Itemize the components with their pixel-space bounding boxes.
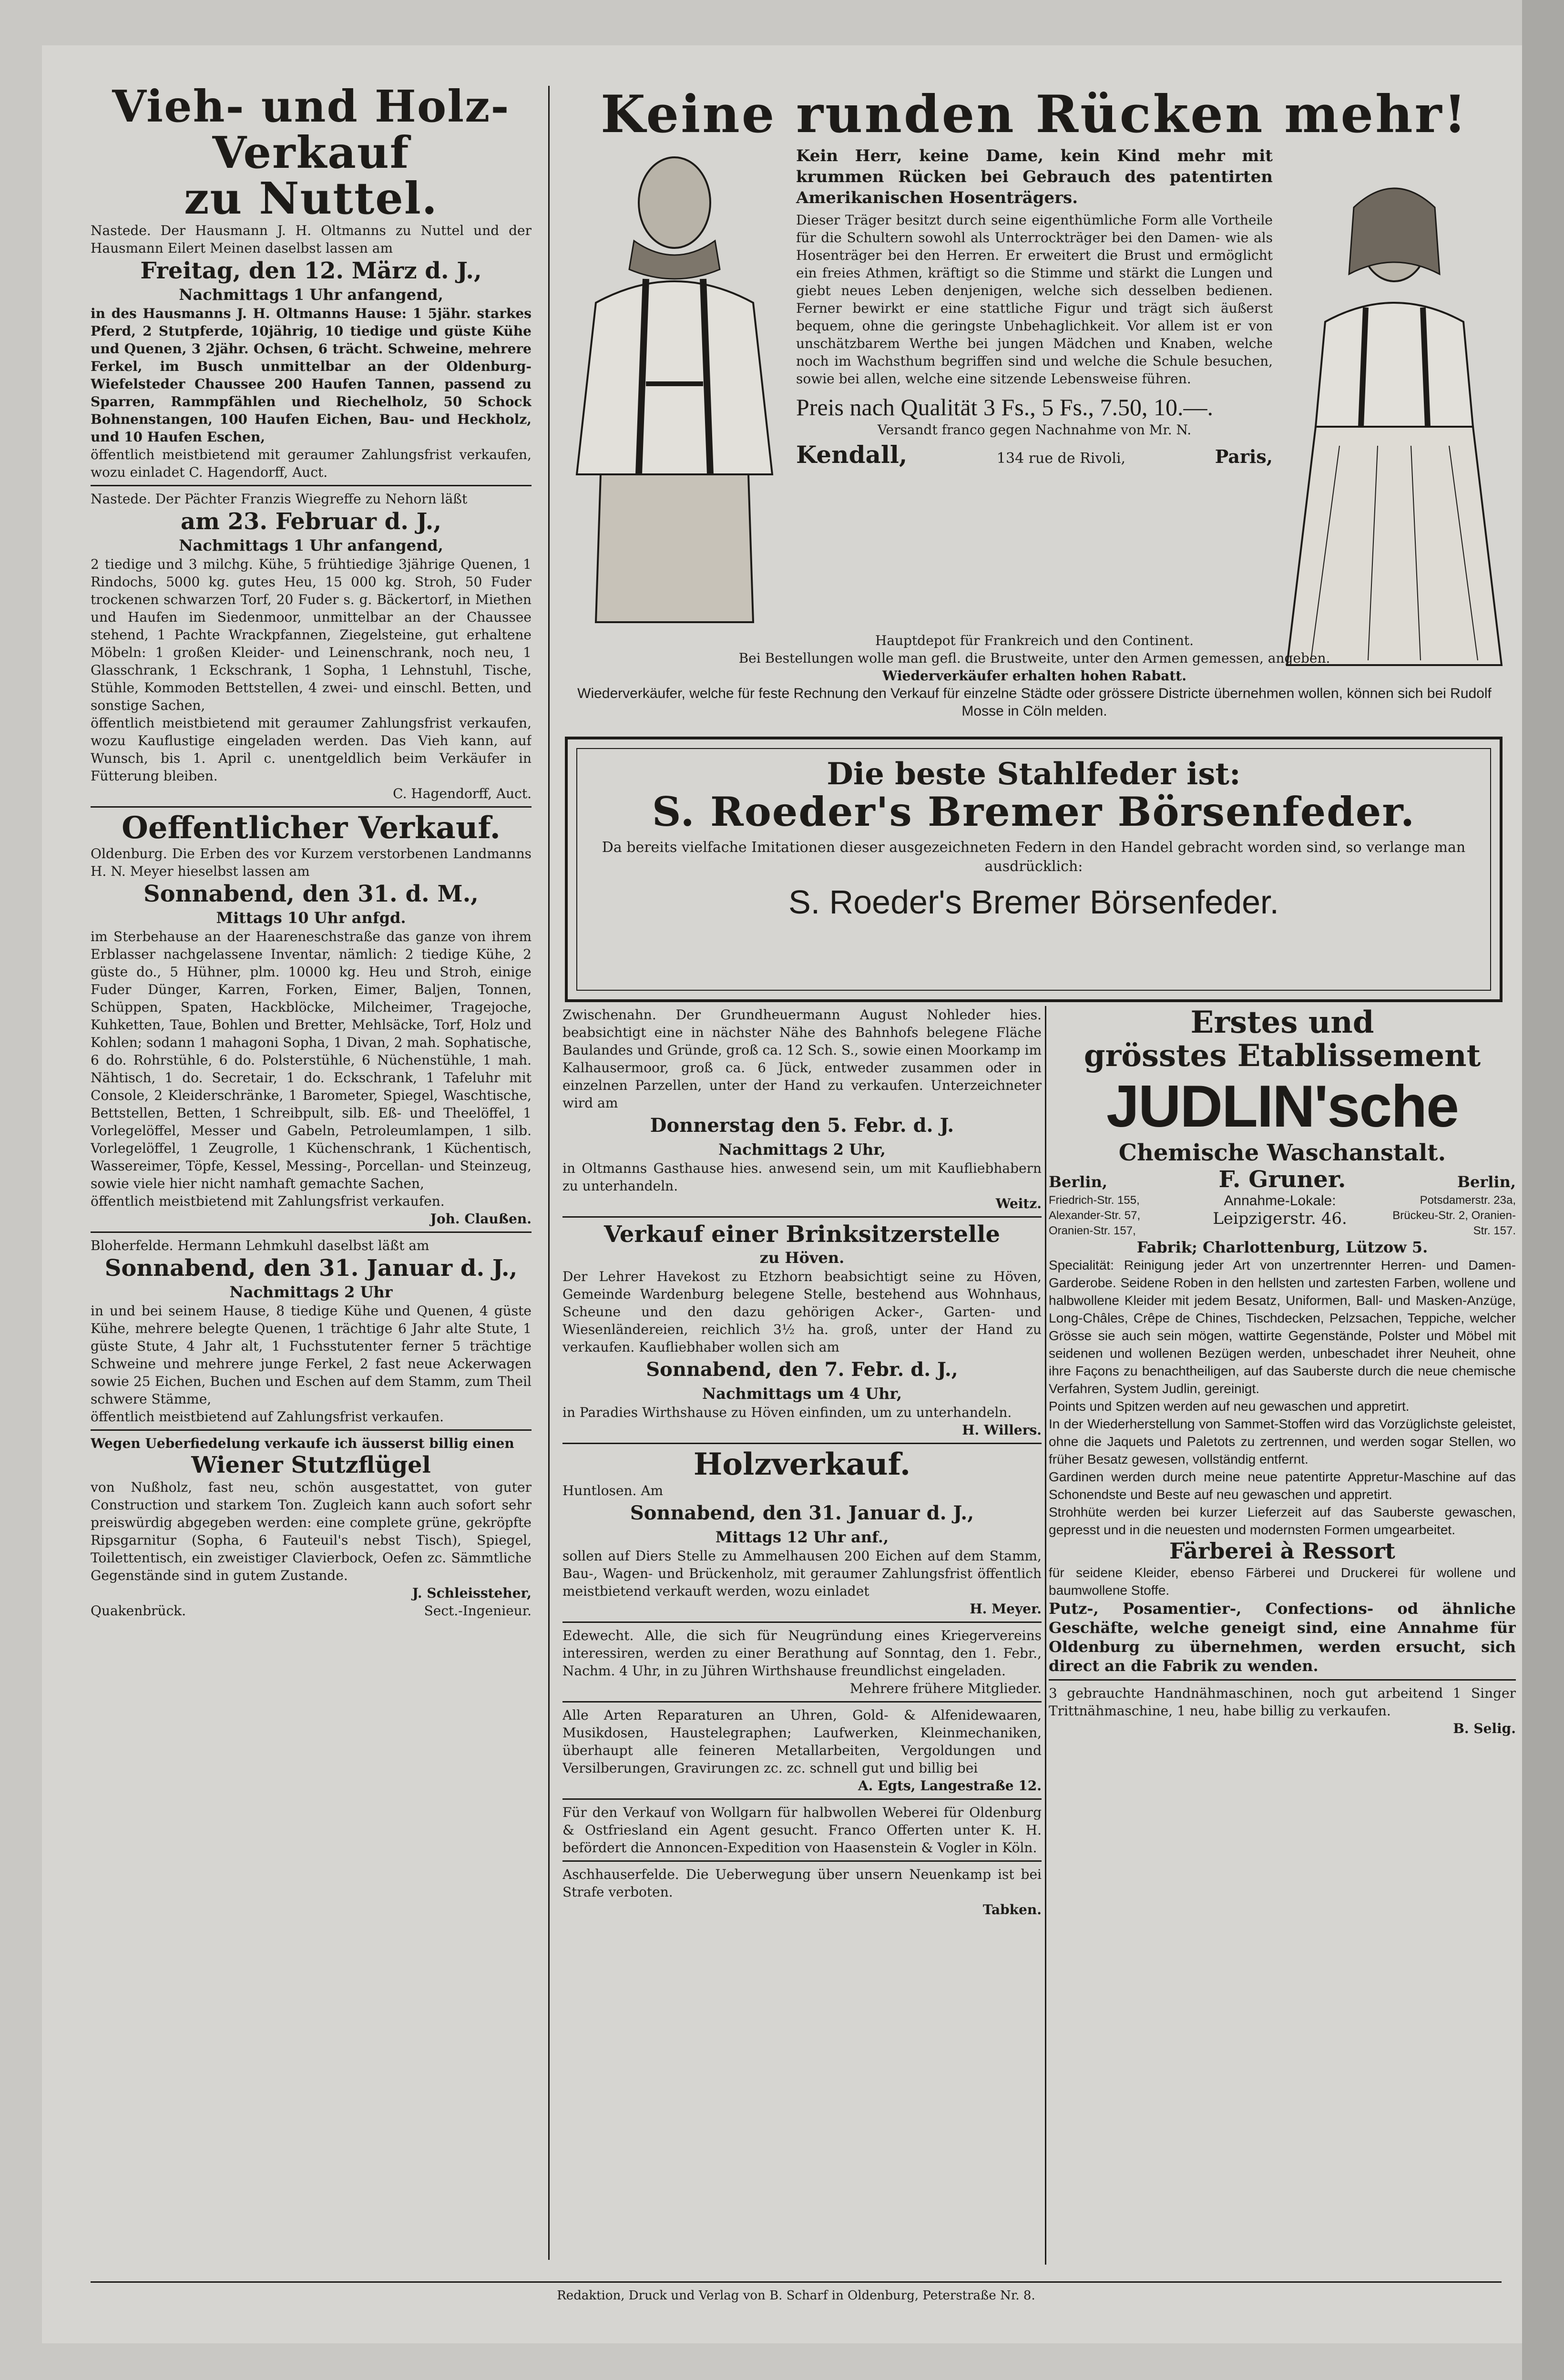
ad-title: Holzverkauf. [693, 1446, 911, 1483]
ad-time: Nachmittags 1 Uhr anfangend, [179, 536, 443, 554]
footer-rule [91, 2281, 1502, 2283]
ad-text: öffentlich meistbietend mit geraumer Zahlungsfrist verkaufen, wozu Kauflustige eingeladen werden. Das Vieh kann, auf Wunsch, bis 1. April c. unentgeldlich beim Verkäufer in Fütterung bleiben. [91, 715, 532, 784]
ad-text: sollen auf Diers Stelle zu Ammelhausen 200 Eichen auf dem Stamm, Bau-, Wagen- und Brückenholz, mit geraumer Zahlungsfrist öffentlich meistbietend verkauft werden, wozu einladet [562, 1548, 1042, 1599]
ad-banner: Keine runden Rücken mehr! [601, 84, 1468, 144]
vendor-address: 134 rue de Rivoli, [996, 450, 1126, 467]
divider [562, 1860, 1042, 1862]
ad-signature: H. Willers. [962, 1422, 1042, 1438]
divider [1049, 1679, 1516, 1681]
city-label: Berlin, [1049, 1172, 1107, 1191]
ad-text: Aschhauserfelde. Die Ueberwegung über unsern Neuenkamp ist bei Strafe verboten. [562, 1866, 1042, 1900]
city-label: Berlin, [1457, 1172, 1516, 1191]
ad-text: Alle Arten Reparaturen an Uhren, Gold- & Alfenidewaaren, Musikdosen, Haustelegraphen; Laufwerken, Kleinmechaniken, überhaupt alle feineren Metallarbeiten, Vergoldungen und Versilberungen, Gravirungen zc. zc. schnell gut und billig bei [562, 1707, 1042, 1776]
divider [91, 806, 532, 808]
ad-text: Strohhüte werden bei kurzer Lieferzeit auf das Sauberste gewaschen, gepresst und in die neuesten und modernsten Formen umgearbeitet. [1049, 1504, 1516, 1537]
ad-text: öffentlich meistbietend mit geraumer Zahlungsfrist verkaufen, wozu einladet C. Hagendorff, Auct. [91, 446, 532, 480]
ad-title: Verkauf einer Brinksitzerstelle [604, 1221, 1000, 1248]
ad-signature: Sect.-Ingenieur. [424, 1603, 532, 1619]
ad-time: Nachmittags um 4 Uhr, [702, 1385, 902, 1403]
ad-text: in Oltmanns Gasthause hies. anwesend sein, um mit Kaufliebhabern zu unterhandeln. [562, 1160, 1042, 1194]
divider [91, 1231, 532, 1233]
ad-text: Nastede. Der Hausmann J. H. Oltmanns zu Nuttel und der Hausmann Eilert Meinen daselbst lassen am [91, 222, 532, 256]
ad-signature: Tabken. [982, 1901, 1042, 1918]
ad-signature: J. Schleissteher, [412, 1585, 532, 1601]
ad-text: Dieser Träger besitzt durch seine eigenthümliche Form alle Vortheile für die Schultern sowohl als Unterrockträger bei den Damen- wie als Hosenträger bei den Herren. Er erweitert die Brust und ermöglicht ein freies Athmen, kräftigt so die Stimme und stärkt die Lungen und giebt neues Leben denjenigen, welche sich desselben bedienen. Ferner bewirkt er eine stattliche Figur und trägt sich äußerst bequem, ohne die geringste Unbehaglichkeit. Vor allem ist er von unschätzbarem Werthe bei jungen Mädchen und Knaben, welche noch im Wachsthum begriffen sind und welche die Schule besuchen, sowie bei allen, welche eine sitzende Lebensweise führen. [796, 212, 1273, 387]
ad-text: Edewecht. Alle, die sich für Neugründung eines Kriegervereins interessiren, werden zu einer Berathung auf Sonntag, den 1. Febr., Nachm. 4 Uhr, in zu Jühren Wirthshause freundlichst eingeladen. [562, 1627, 1042, 1679]
divider [562, 1443, 1042, 1444]
ad-text: Specialität: Reinigung jeder Art von unzertrennter Herren- und Damen-Garderobe. Seidene Roben in den hellsten und zartesten Farben, wollene und halbwollene Kleider mit jedem Besatz, Uniformen, Ball- und Masken-Anzüge, Long-Châles, Crêpe de Chines, Tischdecken, Pelzsachen, Teppiche, welcher Grösse sie auch sein mögen, wattirte Gegenstände, Polster und Möbel mit seidenen und wollenen Bezügen werden, unbeschadet ihrer Neuheit, ohne ihre Façons zu benachtheiligen, auf das Sauberste durch die neue chemische Verfahren, System Judlin, gereinigt. [1049, 1257, 1516, 1396]
ad-text: Der Lehrer Havekost zu Etzhorn beabsichtigt seine zu Höven, Gemeinde Wardenburg belegene Stelle, bestehend aus Wohnhaus, Scheune und den dazu gehörigen Acker-, Garten- und Wiesenländereien, reichlich 3½ ha. groß, unter der Hand zu verkaufen. Kaufliebhaber wollen sich am [562, 1269, 1042, 1355]
ad-time: Mittags 10 Uhr anfgd. [216, 909, 406, 927]
ad-title: Vieh- und Holz-Verkauf [112, 83, 510, 178]
ad-text: Bloherfelde. Hermann Lehmkuhl daselbst läßt am [91, 1238, 429, 1254]
divider [91, 485, 532, 486]
ad-text: Da bereits vielfache Imitationen dieser ausgezeichneten Federn in den Handel gebracht worden sind, so verlange man ausdrücklich: [602, 839, 1466, 875]
ad-date: Sonnabend, den 31. Januar d. J., [104, 1255, 518, 1282]
ad-signature: C. Hagendorff, Auct. [393, 785, 532, 801]
ad-lead: Kein Herr, keine Dame, kein Kind mehr mit krummen Rücken bei Gebrauch des patentirten Amerikanischen Hosenträgers. [796, 146, 1273, 207]
ad-signature: B. Selig. [1453, 1720, 1516, 1736]
ad-signature: Weitz. [995, 1196, 1042, 1211]
ad-subtitle: Chemische Waschanstalt. [1118, 1139, 1446, 1166]
ad-text: im Sterbehause an der Haareneschstraße das ganze von ihrem Erblasser nachgelassene Inventar, nämlich: 2 tiedige Kühe, 2 güste do., 5 Hühner, plm. 10000 kg. Heu und Stroh, einige Fuder Dünger, Karren, Forken, Eimer, Baljen, Tonnen, Schüppen, Spaten, Hackblöcke, Milcheimer, Tragejoche, Kuhketten, Taue, Bohlen und Bretter, Mehlsäcke, Torf, Holz und Kohlen; sodann 1 mahagoni Sopha, 1 Divan, 2 mah. Sophatische, 6 do. Rohrstühle, 6 do. Polsterstühle, 6 Nüchenstühle, 1 mah. Nähtisch, 1 do. Secretair, 1 do. Eckschrank, 1 Tafeluhr mit Console, 2 Kleiderschränke, 1 Barometer, Spiegel, Waschtische, Bettstellen, Betten, 1 Schreibpult, silb. Eß- und Theelöffel, 1 Vorlegelöffel, Messer und Gabeln, Petroleumlampen, 1 silb. Vorlegelöffel, 1 Zeugrolle, 1 Küchenschrank, 1 Küchentisch, Wassereimer, Töpfe, Kessel, Messing-, Porcellan- und Steinzeug, sowie viele hier nicht namhaft gemachte Sachen, [91, 929, 532, 1192]
suspender-ad [562, 145, 1506, 722]
column-left [91, 83, 532, 2272]
factory-line: Fabrik; Charlottenburg, Lützow 5. [1136, 1238, 1428, 1256]
pen-ad-box [565, 737, 1503, 1002]
accept-block [1180, 1193, 1380, 1228]
ad-date: Donnerstag den 5. Febr. d. J. [650, 1114, 954, 1137]
ad-text: in Paradies Wirthshause zu Höven einfinden, um zu unterhandeln. [562, 1405, 1012, 1421]
ad-date: am 23. Februar d. J., [180, 508, 442, 535]
ad-date: Sonnabend, den 31. d. M., [143, 881, 479, 908]
ad-date: Sonnabend, den 7. Febr. d. J., [646, 1358, 958, 1381]
ad-title: S. Roeder's Bremer Börsenfeder. [652, 788, 1416, 836]
ad-text: in des Hausmanns J. H. Oltmanns Hause: 1 5jähr. starkes Pferd, 2 Stutpferde, 10jährig, 10 tiedige und güste Kühe und Quenen, 3 2jähr. Ochsen, 6 trächt. Schweine, mehrere Ferkel, im Busch unmittelbar an der Oldenburg-Wiefelsteder Chaussee 200 Haufen Tannen, passend zu Sparren, Rammpfählen und Riechelholz, 50 Schock Bohnenstangen, 100 Haufen Eichen, Bau- und Heckholz, und 10 Haufen Eschen, [91, 305, 532, 445]
ad-signature: Joh. Claußen. [430, 1211, 532, 1227]
ad-place: Quakenbrück. [91, 1603, 186, 1619]
address-center: Leipzigerstr. 46. [1213, 1209, 1347, 1228]
ad-subtitle: zu Höven. [759, 1249, 845, 1267]
suspender-ad-footer [562, 632, 1506, 720]
vendor-city: Paris, [1215, 446, 1273, 467]
ad-title: Färberei à Ressort [1169, 1538, 1395, 1564]
woman-illustration [1282, 179, 1506, 670]
ad-signature: A. Egts, Langestraße 12. [858, 1777, 1042, 1794]
pen-ad-inner [576, 748, 1491, 991]
vendor-row [796, 441, 1273, 469]
ad-title: Die beste Stahlfeder ist: [827, 756, 1241, 792]
ad-text: Zwischenahn. Der Grundheuermann August Nohleder hies. beabsichtigt eine in nächster Nähe des Bahnhofs belegene Fläche Baulandes und Gründe, groß ca. 12 Sch. S., sowie einen Moorkamp im Kalhausermoor, groß ca. 6 Jück, entweder zusammen oder in einzelnen Parzellen, unter der Hand zu verkaufen. Unterzeichneter wird am [562, 1007, 1042, 1111]
ad-text: von Nußholz, fast neu, schön ausgestattet, von guter Construction und starkem Ton. Zugleich kann auch sofort sehr preiswürdig abgegeben werden: eine complete grüne, gekröpfte Ripsgarnitur (Sopha, 6 Fauteuil's nebst Tisch), Spiegel, Toilettentisch, ein zweistiger Clavierbock, Oefen zc. Sämmtliche Gegenstände sind in gutem Zustande. [91, 1479, 532, 1584]
ad-title: Oeffentlicher Verkauf. [122, 810, 501, 846]
man-illustration [562, 145, 787, 627]
address-right: Potsdamerstr. 23a, Brückeu-Str. 2, Oranien-Str. 157. [1392, 1193, 1516, 1237]
brand-name: JUDLIN'sche [1106, 1073, 1458, 1139]
ad-text: Bei Bestellungen wolle man gefl. die Brustweite, unter den Armen gemessen, angeben. [738, 650, 1330, 666]
ad-title: zu Nuttel. [184, 173, 438, 225]
ad-text: für seidene Kleider, ebenso Färberei und Druckerei für wollene und baumwollene Stoffe. [1049, 1565, 1516, 1598]
ad-text: Hauptdepot für Frankreich und den Continent. [875, 633, 1194, 648]
ad-signature: H. Meyer. [970, 1600, 1042, 1617]
ad-text: 3 gebrauchte Handnähmaschinen, noch gut arbeitend 1 Singer Trittnähmaschine, 1 neu, habe billig zu verkaufen. [1049, 1685, 1516, 1719]
ad-text: 2 tiedige und 3 milchg. Kühe, 5 frühtiedige 3jährige Quenen, 1 Rindochs, 5000 kg. gutes Heu, 15 000 kg. Stroh, 50 Fuder trockenen schwarzen Torf, 20 Fuder s. g. Bäckertorf, in Miethen und Haufen im Siedenmoor, unmittelbar an der Chaussee stehend, 1 Pachte Wrackpfannen, Ziegelsteine, gut erhaltene Möbeln: 1 großen Kleider- und Leinenschrank, noch neu, 1 Glasschrank, 1 Eckschrank, 1 Sopha, 1 Lehnstuhl, Tische, Stühle, Kommoden Bettstellen, 4 zwei- und einschl. Betten, und sonstige Sachen, [91, 556, 532, 713]
ad-time: Nachmittags 2 Uhr [229, 1283, 393, 1302]
ad-text: Points und Spitzen werden auf neu gewaschen und appretirt. [1049, 1398, 1410, 1414]
page-edge [1522, 0, 1564, 2380]
column-right-top [562, 83, 1506, 722]
column-mid-bottom [562, 1006, 1042, 2274]
column-rule [548, 86, 550, 2260]
ad-footer-row [91, 1602, 532, 1620]
ad-text: In der Wiederherstellung von Sammet-Stoffen wird das Vorzüglichste geleistet, ohne die Jaquets und Paletots zu zertrennen, und werden sogar Stellen, wo früher Besatz gewesen, vollständig entfernt. [1049, 1416, 1516, 1467]
owner-row [1049, 1166, 1516, 1193]
divider [91, 1429, 532, 1431]
accept-label: Annahme-Lokale: [1224, 1192, 1336, 1209]
ad-title: Erstes und [1190, 1006, 1374, 1040]
ad-text: Wegen Ueberfiedelung verkaufe ich äusserst billig einen [91, 1436, 514, 1452]
ad-time: Nachmittags 1 Uhr anfangend, [179, 285, 443, 304]
ad-shipping: Versandt franco gegen Nachnahme von Mr. N. [877, 422, 1192, 438]
column-rule [1045, 1006, 1046, 2265]
suspender-ad-text [796, 145, 1273, 469]
divider [562, 1701, 1042, 1703]
ad-text: Nastede. Der Pächter Franzis Wiegreffe zu Nehorn läßt [91, 491, 468, 507]
divider [562, 1216, 1042, 1218]
column-right-bottom [1049, 1006, 1516, 2274]
divider [562, 1621, 1042, 1623]
ad-time: Mittags 12 Uhr anf., [715, 1528, 889, 1546]
ad-time: Nachmittags 2 Uhr, [718, 1140, 886, 1159]
ad-title: Wiener Stutzflügel [191, 1452, 431, 1479]
ad-signature: Mehrere frühere Mitglieder. [849, 1680, 1042, 1696]
ad-text: Wiederverkäufer erhalten hohen Rabatt. [882, 668, 1186, 684]
ad-text: Wiederverkäufer, welche für feste Rechnung den Verkauf für einzelne Städte oder grössere Districte übernehmen wollen, können sich bei Rudolf Mosse in Cöln melden. [577, 686, 1492, 719]
owner-name: F. Gruner. [1218, 1166, 1346, 1193]
vendor-name: Kendall, [796, 441, 908, 469]
ad-text: in und bei seinem Hause, 8 tiedige Kühe und Quenen, 4 güste Kühe, mehrere belegte Quenen, 1 trächtige 6 Jahr alte Stute, 1 güste Stute, 4 Jahr alt, 1 Fuchsstutenter ferner 5 trächtige Schweine und mehrere junge Ferkel, 2 fast neue Ackerwagen sowie 25 Eichen, Buchen und Eschen auf dem Stamm, zum Theil schwere Stämme, [91, 1303, 532, 1407]
address-left: Friedrich-Str. 155, Alexander-Str. 57, Oranien-Str. 157, [1049, 1193, 1141, 1237]
ad-title: grösstes Etablissement [1084, 1038, 1481, 1074]
ad-text: Für den Verkauf von Wollgarn für halbwollen Weberei für Oldenburg & Ostfriesland ein Agent gesucht. Franco Offerten unter K. H. befördert die Annoncen-Expedition von Haasenstein & Vogler in Köln. [562, 1804, 1042, 1856]
ad-text: Gardinen werden durch meine neue patentirte Appretur-Maschine auf das Schonendste und Beste auf neu gewaschen und appretirt. [1049, 1469, 1516, 1502]
ad-text: Huntlosen. Am [562, 1482, 664, 1498]
ad-text: Oldenburg. Die Erben des vor Kurzem verstorbenen Landmanns H. N. Meyer hieselbst lassen am [91, 846, 532, 880]
ad-text: öffentlich meistbietend mit Zahlungsfrist verkaufen. [91, 1193, 445, 1210]
ad-title: S. Roeder's Bremer Börsenfeder. [788, 883, 1279, 921]
ad-text: öffentlich meistbietend auf Zahlungsfrist verkaufen. [91, 1409, 444, 1425]
ad-text: Putz-, Posamentier-, Confections- od ähnliche Geschäfte, welche geneigt sind, eine Annahme für Oldenburg zu übernehmen, werden ersucht, sich direct an die Fabrik zu wenden. [1049, 1599, 1516, 1675]
ad-date: Freitag, den 12. März d. J., [140, 257, 482, 284]
address-row [1049, 1193, 1516, 1239]
ad-date: Sonnabend, den 31. Januar d. J., [630, 1501, 974, 1524]
imprint: Redaktion, Druck und Verlag von B. Scharf in Oldenburg, Peterstraße Nr. 8. [557, 2288, 1035, 2303]
divider [562, 1798, 1042, 1800]
ad-price: Preis nach Qualität 3 Fs., 5 Fs., 7.50, 10.—. [796, 394, 1213, 421]
